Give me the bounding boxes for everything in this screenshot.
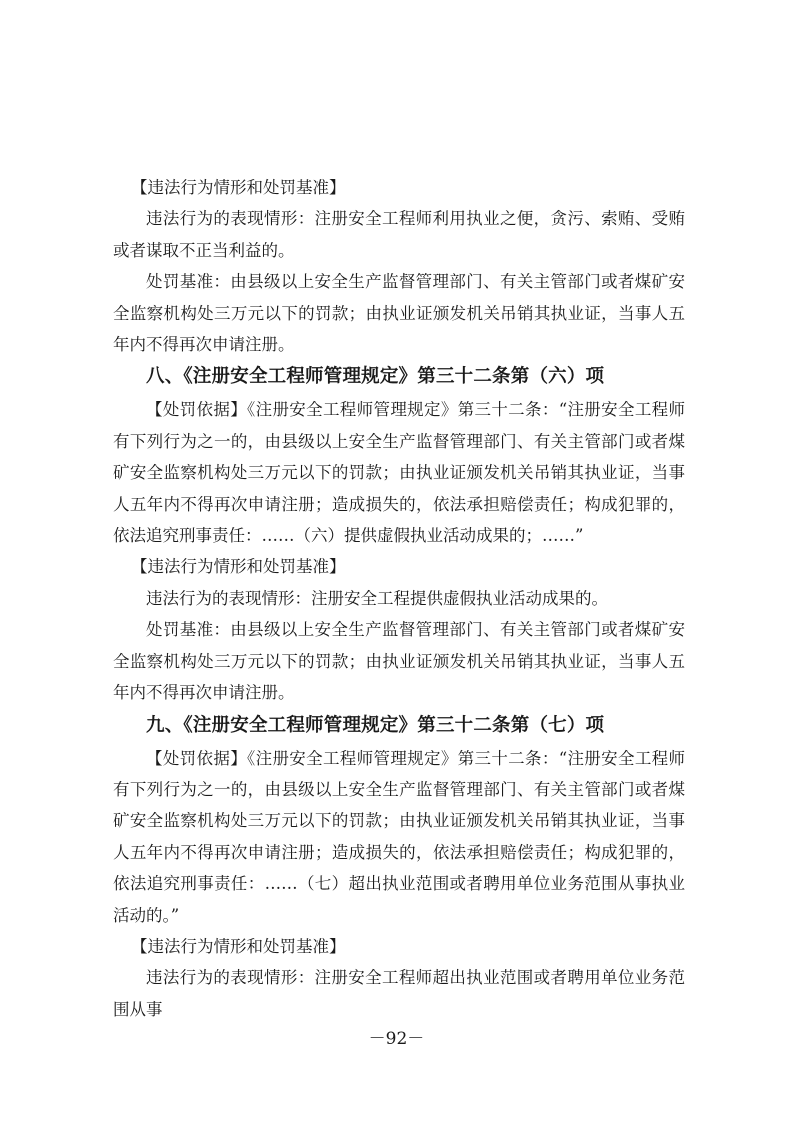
paragraph-violation-situation: 违法行为的表现情形：注册安全工程提供虚假执业活动成果的。 xyxy=(146,588,608,608)
paragraph-penalty-basis: 【处罚依据】《注册安全工程师管理规定》第三十二条：“注册安全工程师有下列行为之一的，由县级以上安全生产监督管理部门、有关主管部门或者煤矿安全监察机构处三万元以下的罚款；由执业证颁发机关吊销其执业证，当事人五年内不得再次申请注册；造成损失的，依法承担赔偿责任；构成犯罪的，依法追究刑事责任：……（六）提供虚假执业活动成果的；……” xyxy=(113,400,685,546)
paragraph-penalty-standard: 处罚基准：由县级以上安全生产监督管理部门、有关主管部门或者煤矿安全监察机构处三万元以下的罚款；由执业证颁发机关吊销其执业证，当事人五年内不得再次申请注册。 xyxy=(113,620,685,703)
paragraph-penalty-basis: 【处罚依据】《注册安全工程师管理规定》第三十二条：“注册安全工程师有下列行为之一的，由县级以上安全生产监督管理部门、有关主管部门或者煤矿安全监察机构处三万元以下的罚款；由执业证颁发机关吊销其执业证，当事人五年内不得再次申请注册；造成损失的，依法承担赔偿责任；构成犯罪的，依法追究刑事责任：……（七）超出执业范围或者聘用单位业务范围从事执业活动的。” xyxy=(113,748,685,925)
heading-item-9: 九、《注册安全工程师管理规定》第三十二条第（七）项 xyxy=(146,714,605,736)
section-label-violation: 【违法行为情形和处罚基准】 xyxy=(131,178,346,197)
page-number: －92－ xyxy=(368,1029,425,1049)
paragraph-violation-situation: 违法行为的表现情形：注册安全工程师超出执业范围或者聘用单位业务范围从事 xyxy=(113,968,685,1019)
section-label-violation: 【违法行为情形和处罚基准】 xyxy=(131,557,346,577)
heading-item-8: 八、《注册安全工程师管理规定》第三十二条第（六）项 xyxy=(146,366,605,388)
paragraph-violation-situation: 违法行为的表现情形：注册安全工程师利用执业之便，贪污、索贿、受贿或者谋取不正当利益的。 xyxy=(113,209,685,260)
paragraph-penalty-standard: 处罚基准：由县级以上安全生产监督管理部门、有关主管部门或者煤矿安全监察机构处三万元以下的罚款；由执业证颁发机关吊销其执业证，当事人五年内不得再次申请注册。 xyxy=(113,272,685,355)
page-body xyxy=(113,172,685,1025)
section-label-violation: 【违法行为情形和处罚基准】 xyxy=(131,936,346,956)
